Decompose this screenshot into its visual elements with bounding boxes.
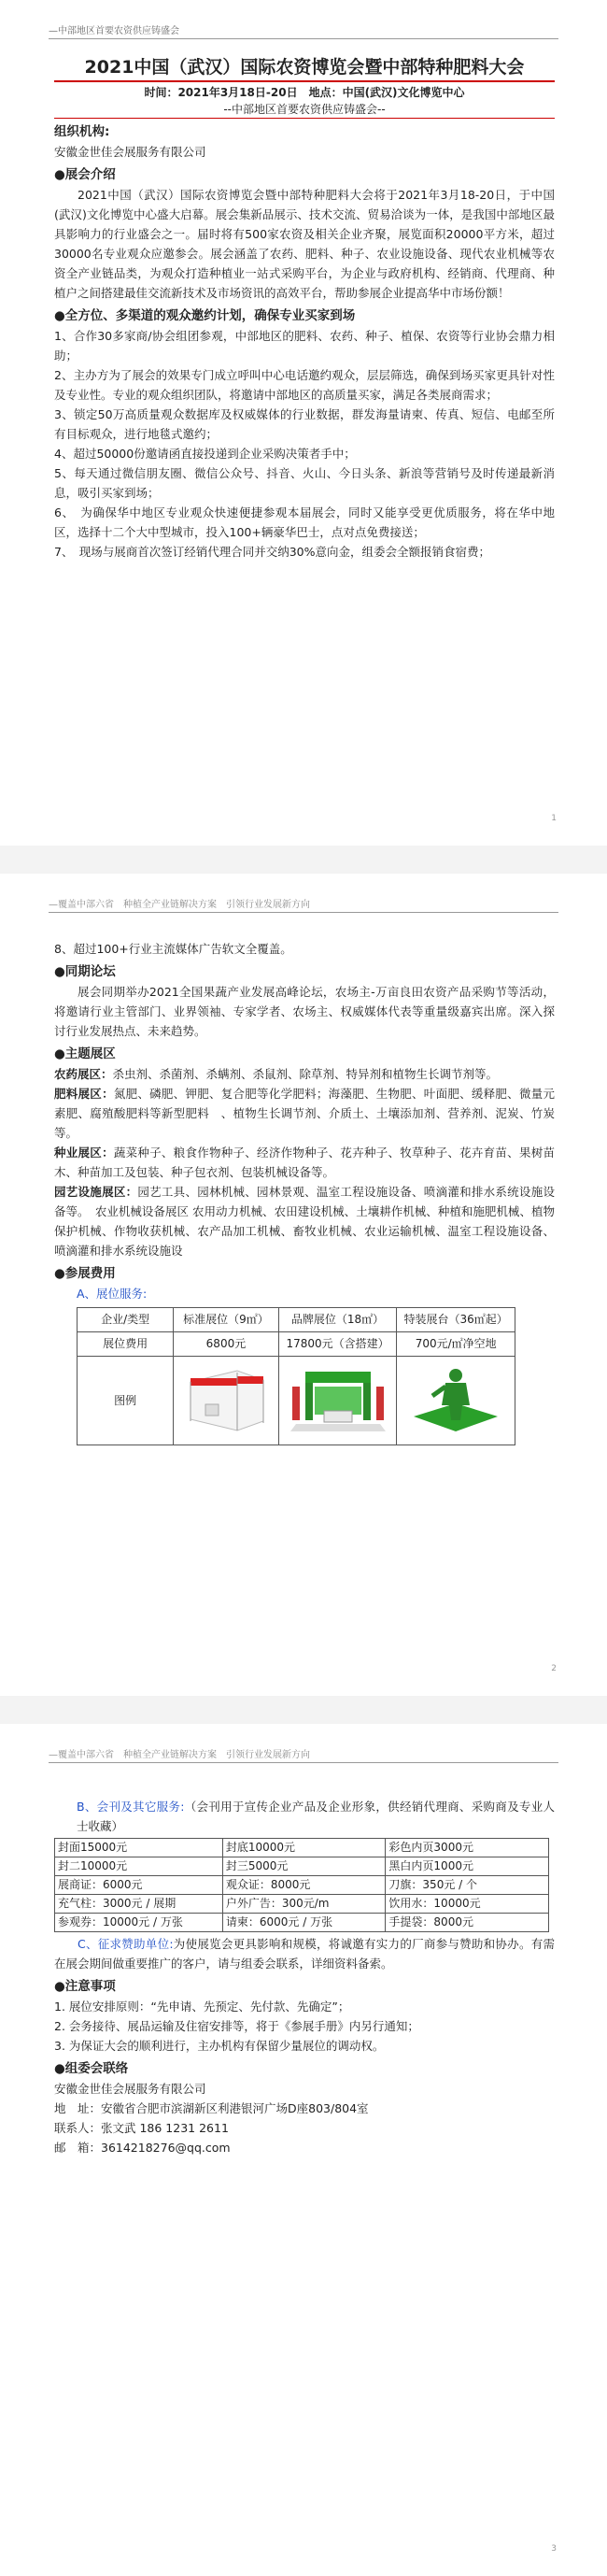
table-row (55, 1839, 549, 1857)
page-2-content (54, 939, 555, 1445)
booth-heading: A、展位服务: (77, 1287, 148, 1301)
table-row (55, 1876, 549, 1895)
table-row (78, 1308, 515, 1332)
ad-intro (54, 1797, 555, 1836)
zone-item (54, 1064, 555, 1084)
standard-booth-illustration (181, 1363, 271, 1434)
invite-item: 3、锁定50万高质量观众数据库及权威媒体的行业数据，群发海量请柬、传真、短信、电邮至所有目标观众，进行地毯式邀约； (54, 407, 555, 441)
zone-name: 肥料展区： (54, 1087, 114, 1101)
sponsor-text: 为使展览会更具影响和规模，将诚邀有实力的厂商参与赞助和协办。有需在展会期间做重要推广的客户，请与组委会联系，详细资料备索。 (54, 1937, 555, 1971)
page-3 (0, 1724, 607, 2576)
note-item: 2. 会务接待、展品运输及住宿安排等，将于《参展手册》内另行通知； (54, 2019, 419, 2033)
table-header-cell: 标准展位（9㎡） (174, 1308, 279, 1332)
table-cell: 封面15000元 (55, 1839, 223, 1857)
zone-desc: 蔬菜种子、粮食作物种子、经济作物种子、花卉种子、牧草种子、花卉育苗、果树苗木、种苗加工及包装、种子包衣剂、包装机械设备等。 (54, 1146, 555, 1179)
page-number: 3 (551, 2544, 557, 2554)
table-row (55, 1857, 549, 1876)
table-cell: 户外广告：300元/m (222, 1895, 386, 1914)
table-header-cell: 品牌展位（18㎡） (278, 1308, 397, 1332)
table-cell: 封二10000元 (55, 1857, 223, 1876)
contact-person: 联系人：张文武 186 1231 2611 (54, 2121, 229, 2135)
page-number: 1 (551, 814, 557, 823)
contact-company: 安徽金世佳会展服务有限公司 (54, 2082, 206, 2096)
sponsor-paragraph (54, 1934, 555, 1973)
zones-heading: ●主题展区 (54, 1046, 116, 1061)
page-header: —中部地区首要农资供应铸盛会 (49, 22, 558, 39)
table-row (78, 1332, 515, 1357)
table-row (78, 1357, 515, 1445)
table-cell: 观众证：8000元 (222, 1876, 386, 1895)
brand-booth-illustration (287, 1362, 389, 1435)
special-booth-image (397, 1357, 515, 1445)
table-cell: 彩色内页3000元 (386, 1839, 549, 1857)
table-header-cell: 企业/类型 (78, 1308, 174, 1332)
page-1-content (54, 54, 555, 562)
table-cell: 封三5000元 (222, 1857, 386, 1876)
page-1 (0, 0, 607, 846)
zone-desc: 杀虫剂、杀菌剂、杀螨剂、杀鼠剂、除草剂、特异剂和植物生长调节剂等。 (112, 1067, 499, 1081)
note-item: 1. 展位安排原则：“先申请、先预定、先付款、先确定”； (54, 2000, 350, 2014)
invite-item: 4、超过50000份邀请函直接投递到企业采购决策者手中； (54, 447, 356, 461)
table-cell: 展位费用 (78, 1332, 174, 1357)
contact-heading: ●组委会联络 (54, 2061, 129, 2076)
invite-heading: ●全方位、多渠道的观众邀约计划，确保专业买家到场 (54, 308, 356, 323)
zone-desc: 氮肥、磷肥、钾肥、复合肥等化学肥料；海藻肥、生物肥、叶面肥、缓释肥、微量元素肥、腐殖酸肥料等新型肥料 、植物生长调节剂、介质土、土壤添加剂、营养剂、泥炭、竹炭等。 (54, 1087, 555, 1140)
zone-name: 农药展区： (54, 1067, 113, 1081)
zone-item (54, 1143, 555, 1182)
page-header: —覆盖中部六省 种植全产业链解决方案 引领行业发展新方向 (49, 896, 558, 913)
table-cell: 图例 (78, 1357, 174, 1445)
zone-name: 园艺设施展区： (54, 1185, 138, 1199)
zone-item (54, 1182, 555, 1260)
slogan: --中部地区首要农资供应铸盛会-- (54, 101, 555, 119)
intro-heading: ●展会介绍 (54, 167, 116, 182)
table-cell: 展商证：6000元 (55, 1876, 223, 1895)
table-cell: 6800元 (174, 1332, 279, 1357)
title-divider (54, 80, 555, 82)
forum-heading: ●同期论坛 (54, 964, 116, 979)
invite-item: 1、合作30多家商/协会组团参观，中部地区的肥料、农药、种子、植保、农资等行业协会鼎力相助； (54, 329, 555, 363)
table-cell: 700元/㎡净空地 (397, 1332, 515, 1357)
special-booth-illustration (404, 1362, 507, 1435)
ad-desc: （会刊用于宣传企业产品及企业形象，供经销代理商、采购商及专业人士收藏） (77, 1800, 555, 1833)
invite-item: 2、主办方为了展会的效果专门成立呼叫中心电话邀约观众，层层筛选，确保到场买家更具针对性及专业性。专业的观众组织团队，将邀请中部地区的高质量买家，满足各类展商需求； (54, 368, 555, 402)
table-cell: 黑白内页1000元 (386, 1857, 549, 1876)
fees-heading: ●参展费用 (54, 1266, 116, 1281)
brand-booth-image (278, 1357, 397, 1445)
notes-heading: ●注意事项 (54, 1979, 116, 1994)
zone-desc: 园艺工具、园林机械、园林景观、温室工程设施设备、喷滴灌和排水系统设施设备等。 农业机械设备展区 农用动力机械、农田建设机械、土壤耕作机械、种植和施肥机械、植物保护机械、作物收获机械、农产品加工机械、畜牧业机械、农业运输机械、温室工程设施设备、喷滴灌和排水系统设施设 (54, 1185, 555, 1258)
page-2 (0, 874, 607, 1696)
table-cell: 刀旗：350元 / 个 (386, 1876, 549, 1895)
org-name: 安徽金世佳会展服务有限公司 (54, 145, 206, 159)
forum-text: 展会同期举办2021全国果蔬产业发展高峰论坛，农场主-万亩良田农资产品采购节等活动，将邀请行业主管部门、业界领袖、专家学者、农场主、权威媒体代表等重量级嘉宾出席。深入探讨行业发展热点、未来趋势。 (54, 985, 555, 1038)
standard-booth-image (174, 1357, 279, 1445)
table-cell: 参观券：10000元 / 万张 (55, 1914, 223, 1932)
zone-name: 种业展区： (54, 1146, 114, 1160)
contact-email: 邮 箱：3614218276@qq.com (54, 2141, 231, 2155)
table-cell: 请柬：6000元 / 万张 (222, 1914, 386, 1932)
table-cell: 饮用水：10000元 (386, 1895, 549, 1914)
intro-text: 2021中国（武汉）国际农资博览会暨中部特种肥料大会将于2021年3月18-20日，于中国(武汉)文化博览中心盛大启幕。展会集新品展示、技术交流、贸易洽谈为一体，是我国中部地区最具影响力的行业盛会之一。届时将有500家农资及相关企业齐聚，展览面积20000平方米，超过30000名专业观众应邀参会。展会涵盖了农药、肥料、种子、农业设施设备、现代农业机械等农资全产业链品类，为观众打造种植业一站式采购平台，为企业与政府机构、经销商、代理商、种植户之间搭建最佳交流新技术及市场资讯的高效平台，帮助参展企业提高华中市场份额！ (54, 188, 555, 300)
invite-item: 6、 为确保华中地区专业观众快速便捷参观本届展会，同时又能享受更优质服务，将在华中地区，选择十二个大中型城市，投入100+辆豪华巴士，点对点免费接送； (54, 505, 555, 539)
table-cell: 充气柱：3000元 / 展期 (55, 1895, 223, 1914)
invite-item: 8、超过100+行业主流媒体广告软文全覆盖。 (54, 942, 292, 956)
zone-item (54, 1084, 555, 1143)
table-row (55, 1895, 549, 1914)
time-place: 时间：2021年3月18日-20日 地点：中国(武汉)文化博览中心 (144, 86, 465, 99)
org-heading: 组织机构: (54, 124, 110, 139)
table-cell: 17800元（含搭建） (278, 1332, 397, 1357)
page-3-content (54, 1797, 555, 2157)
booth-table (77, 1307, 515, 1445)
table-cell: 封底10000元 (222, 1839, 386, 1857)
sponsor-label: C、征求赞助单位: (78, 1937, 174, 1951)
page-header: —覆盖中部六省 种植全产业链解决方案 引领行业发展新方向 (49, 1746, 558, 1763)
note-item: 3. 为保证大会的顺利进行，主办机构有保留少量展位的调动权。 (54, 2039, 385, 2053)
ad-heading: B、会刊及其它服务: (77, 1800, 185, 1814)
ad-table (54, 1838, 549, 1932)
table-header-cell: 特装展台（36㎡起） (397, 1308, 515, 1332)
table-row (55, 1914, 549, 1932)
invite-item: 7、 现场与展商首次签订经销代理合同并交纳30%意向金，组委会全额报销食宿费； (54, 545, 490, 559)
document-title: 2021中国（武汉）国际农资博览会暨中部特种肥料大会 (84, 57, 525, 78)
invite-item: 5、每天通过微信朋友圈、微信公众号、抖音、火山、今日头条、新浪等营销号及时传递最新消息，吸引买家到场； (54, 466, 555, 500)
page-number: 2 (551, 1664, 557, 1673)
contact-address: 地 址：安徽省合肥市滨湖新区利港银河广场D座803/804室 (54, 2101, 369, 2115)
table-cell: 手提袋：8000元 (386, 1914, 549, 1932)
